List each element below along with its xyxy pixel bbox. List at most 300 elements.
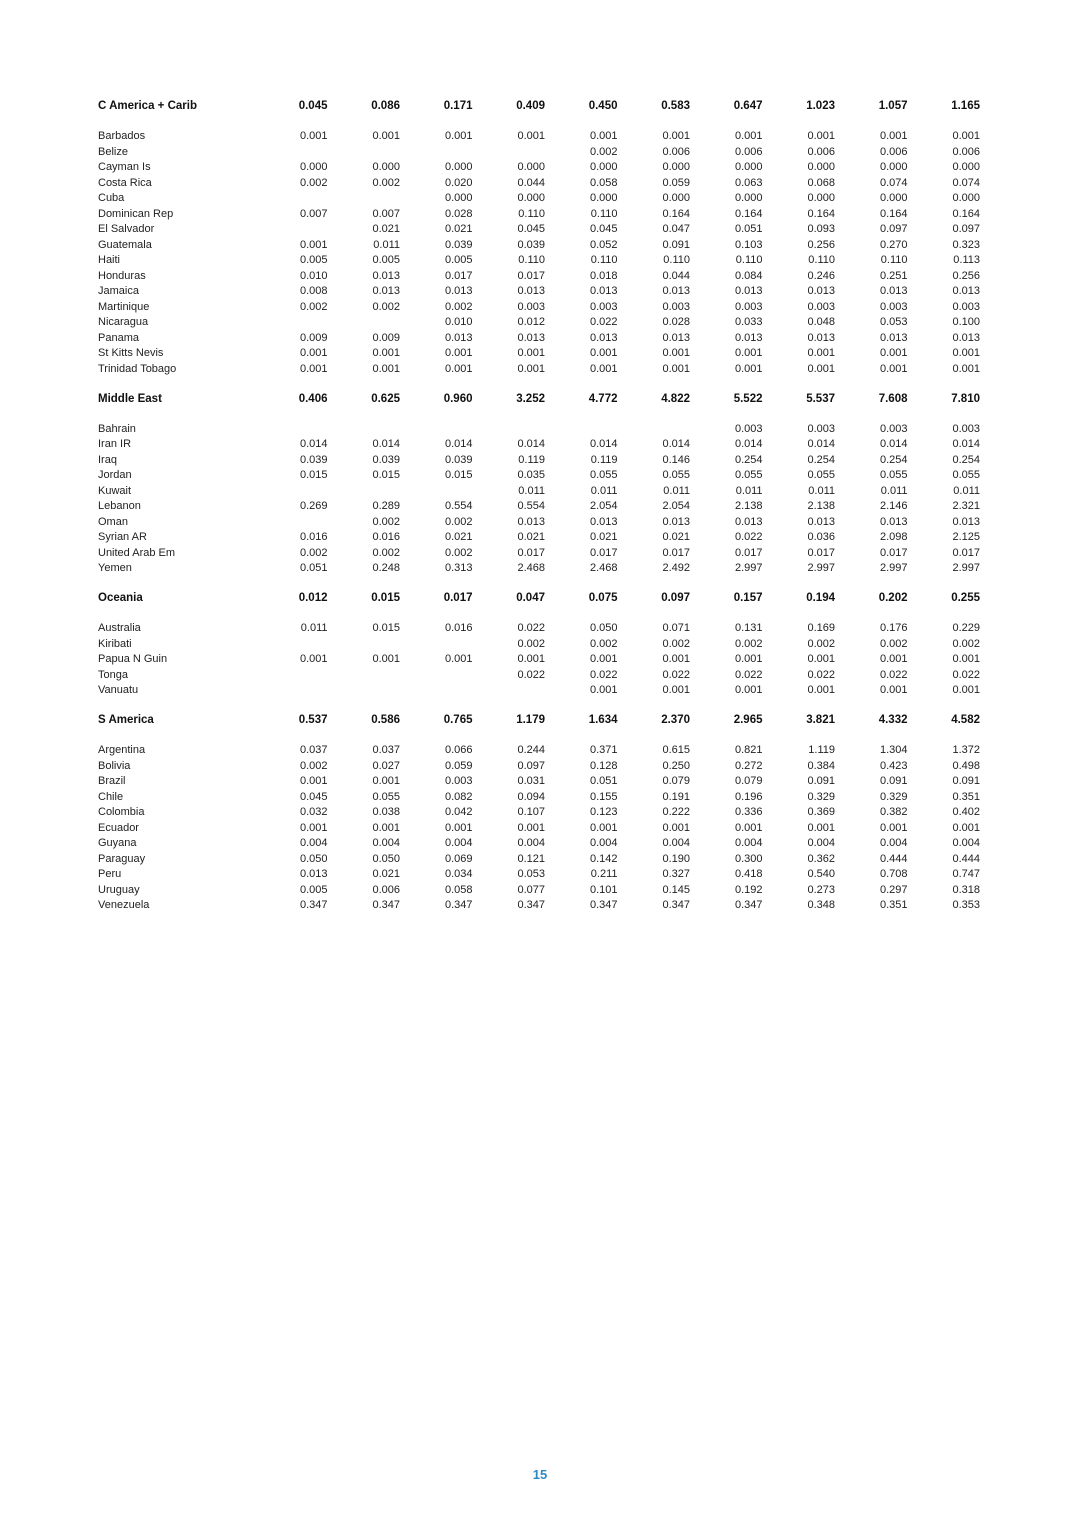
cell-value: 0.347 xyxy=(444,899,473,911)
cell-value: 0.051 xyxy=(734,223,763,235)
region-total-value: 0.960 xyxy=(443,392,473,405)
cell-value: 0.005 xyxy=(372,254,400,266)
cell-value: 0.017 xyxy=(952,546,980,559)
region-total-value: 7.608 xyxy=(878,392,908,405)
cell-value: 0.055 xyxy=(372,790,400,803)
cell-value: 0.001 xyxy=(372,821,400,834)
cell-value: 0.001 xyxy=(807,653,835,665)
country-name: Kuwait xyxy=(98,484,132,497)
table-row xyxy=(98,852,980,868)
cell-value: 0.000 xyxy=(734,161,763,173)
cell-value xyxy=(255,515,328,531)
cell-value: 0.176 xyxy=(879,622,908,634)
cell-value: 0.050 xyxy=(299,852,328,865)
cell-value: 0.084 xyxy=(734,269,763,282)
cell-value: 0.272 xyxy=(734,759,763,772)
cell-value: 0.001 xyxy=(299,347,328,359)
region-total-value: 0.583 xyxy=(661,100,690,112)
cell-value xyxy=(328,683,401,699)
cell-value: 0.091 xyxy=(879,775,908,787)
cell-value: 0.353 xyxy=(952,899,980,911)
region-total-row xyxy=(98,391,980,408)
table-row xyxy=(98,129,980,145)
cell-value: 0.110 xyxy=(518,207,545,220)
header-spacer xyxy=(98,729,980,743)
cell-value: 0.003 xyxy=(952,422,980,435)
table-row xyxy=(98,160,980,176)
table-row xyxy=(98,484,980,500)
cell-value: 0.001 xyxy=(372,130,400,142)
cell-value xyxy=(255,422,328,438)
country-name: Iran IR xyxy=(98,438,132,450)
table-row xyxy=(98,515,980,531)
cell-value xyxy=(255,484,328,500)
cell-value: 0.006 xyxy=(952,145,980,158)
country-name: Dominican Rep xyxy=(98,207,174,220)
cell-value: 0.052 xyxy=(589,238,618,251)
table-row xyxy=(98,759,980,775)
cell-value: 0.001 xyxy=(734,821,763,834)
cell-value: 0.013 xyxy=(589,515,618,528)
cell-value: 0.273 xyxy=(807,883,835,896)
cell-value xyxy=(400,683,473,699)
cell-value: 0.003 xyxy=(807,422,835,435)
cell-value: 0.418 xyxy=(734,868,763,880)
cell-value xyxy=(328,668,401,684)
cell-value: 0.131 xyxy=(734,622,763,634)
country-name: Bahrain xyxy=(98,422,136,435)
cell-value: 0.014 xyxy=(952,438,980,450)
country-name: Costa Rica xyxy=(98,176,152,189)
table-row xyxy=(98,668,980,684)
table-row xyxy=(98,238,980,254)
cell-value: 0.066 xyxy=(444,744,473,756)
cell-value: 0.051 xyxy=(299,562,328,574)
cell-value: 0.254 xyxy=(952,453,980,466)
country-name: Belize xyxy=(98,145,128,158)
cell-value: 0.094 xyxy=(517,790,545,803)
cell-value: 0.615 xyxy=(662,744,690,756)
cell-value: 0.329 xyxy=(807,790,835,803)
cell-value: 0.021 xyxy=(517,531,545,543)
country-name: Guyana xyxy=(98,837,137,849)
cell-value xyxy=(255,683,328,699)
region-total-value: 7.810 xyxy=(951,392,980,405)
cell-value: 0.003 xyxy=(734,422,763,435)
cell-value: 0.001 xyxy=(517,821,545,834)
cell-value: 0.001 xyxy=(444,362,473,375)
data-table xyxy=(98,98,980,914)
cell-value: 2.492 xyxy=(662,562,690,574)
cell-value: 0.007 xyxy=(299,207,328,220)
country-name: Papua N Guin xyxy=(98,653,168,665)
cell-value: 0.169 xyxy=(807,622,835,634)
region-total-value: 4.822 xyxy=(661,392,690,405)
cell-value: 0.013 xyxy=(807,285,835,297)
cell-value: 0.001 xyxy=(517,653,545,665)
cell-value: 0.554 xyxy=(517,500,545,512)
cell-value: 0.022 xyxy=(589,668,618,681)
cell-value: 0.037 xyxy=(299,744,328,756)
cell-value: 0.001 xyxy=(517,130,545,142)
cell-value: 0.013 xyxy=(517,515,545,528)
region-total-value: 5.537 xyxy=(806,392,835,405)
cell-value: 2.468 xyxy=(589,562,618,574)
cell-value: 0.011 xyxy=(735,484,763,497)
cell-value: 0.351 xyxy=(952,790,980,803)
cell-value: 0.017 xyxy=(879,546,908,559)
cell-value: 0.002 xyxy=(444,300,473,313)
region-total-value: 0.406 xyxy=(298,392,328,405)
cell-value: 0.004 xyxy=(517,837,545,849)
country-name: Honduras xyxy=(98,269,146,282)
cell-value: 0.013 xyxy=(662,515,690,528)
cell-value: 0.384 xyxy=(807,759,835,772)
cell-value: 0.013 xyxy=(952,285,980,297)
cell-value: 0.039 xyxy=(372,453,400,466)
cell-value: 0.022 xyxy=(662,668,690,681)
cell-value: 0.015 xyxy=(372,469,400,481)
cell-value: 0.044 xyxy=(662,269,690,282)
cell-value: 0.000 xyxy=(879,192,908,204)
cell-value: 0.006 xyxy=(372,883,400,896)
cell-value: 0.001 xyxy=(299,130,328,142)
country-name: Tonga xyxy=(98,668,128,681)
cell-value: 0.017 xyxy=(589,546,618,559)
cell-value: 0.004 xyxy=(299,837,328,849)
cell-value: 0.001 xyxy=(952,684,980,696)
table-row xyxy=(98,222,980,238)
table-row xyxy=(98,790,980,806)
region-total-value: 2.965 xyxy=(733,714,763,726)
cell-value xyxy=(328,145,401,161)
cell-value: 0.079 xyxy=(734,775,763,787)
country-name: Iraq xyxy=(98,453,117,466)
cell-value: 0.011 xyxy=(663,484,690,497)
cell-value: 0.004 xyxy=(952,837,980,849)
cell-value: 0.000 xyxy=(444,161,473,173)
cell-value: 0.254 xyxy=(879,453,908,466)
cell-value: 0.001 xyxy=(807,130,835,142)
cell-value: 0.110 xyxy=(880,254,908,266)
country-name: Oman xyxy=(98,515,128,528)
cell-value: 0.000 xyxy=(372,161,400,173)
cell-value: 0.039 xyxy=(299,453,328,466)
cell-value: 0.015 xyxy=(372,622,400,634)
section-spacer xyxy=(98,377,980,391)
cell-value: 0.001 xyxy=(589,821,618,834)
cell-value: 2.054 xyxy=(662,500,690,512)
cell-value: 0.022 xyxy=(879,668,908,681)
cell-value: 0.021 xyxy=(372,868,400,880)
region-total-value: 0.171 xyxy=(443,100,473,112)
cell-value: 0.021 xyxy=(589,531,618,543)
table-row xyxy=(98,499,980,515)
cell-value: 0.002 xyxy=(372,176,400,189)
cell-value xyxy=(328,315,401,331)
cell-value: 0.011 xyxy=(880,484,908,497)
cell-value: 0.082 xyxy=(444,790,473,803)
country-name: Uruguay xyxy=(98,883,140,896)
cell-value: 0.001 xyxy=(444,653,473,665)
cell-value: 0.014 xyxy=(372,438,400,450)
country-name: Vanuatu xyxy=(98,684,139,696)
cell-value: 0.001 xyxy=(444,821,473,834)
cell-value: 0.042 xyxy=(444,806,473,818)
cell-value: 0.013 xyxy=(662,285,690,297)
region-total-value: 0.017 xyxy=(443,592,473,604)
cell-value: 0.017 xyxy=(662,546,690,559)
cell-value: 2.997 xyxy=(734,562,763,574)
cell-value: 0.362 xyxy=(807,852,835,865)
cell-value: 0.022 xyxy=(734,531,763,543)
cell-value: 0.097 xyxy=(952,223,980,235)
table-row xyxy=(98,207,980,223)
region-total-value: 0.012 xyxy=(298,592,328,604)
cell-value: 0.035 xyxy=(517,469,545,481)
cell-value: 0.004 xyxy=(807,837,835,849)
cell-value: 0.256 xyxy=(807,238,835,251)
cell-value: 0.347 xyxy=(734,899,763,911)
cell-value: 0.001 xyxy=(807,684,835,696)
cell-value: 0.058 xyxy=(444,883,473,896)
cell-value: 0.254 xyxy=(807,453,835,466)
cell-value: 0.045 xyxy=(517,223,545,235)
cell-value: 0.006 xyxy=(734,145,763,158)
cell-value: 0.001 xyxy=(879,684,908,696)
cell-value: 0.012 xyxy=(517,316,545,328)
cell-value: 0.000 xyxy=(879,161,908,173)
cell-value: 0.001 xyxy=(299,362,328,375)
cell-value: 0.004 xyxy=(734,837,763,849)
cell-value: 0.003 xyxy=(662,300,690,313)
region-total-value: 1.057 xyxy=(878,100,908,112)
cell-value: 0.155 xyxy=(589,790,618,803)
cell-value: 0.371 xyxy=(589,744,618,756)
cell-value: 0.001 xyxy=(952,653,980,665)
cell-value: 0.055 xyxy=(879,469,908,481)
cell-value: 0.001 xyxy=(952,821,980,834)
cell-value: 1.372 xyxy=(952,744,980,756)
country-name: Cuba xyxy=(98,192,125,204)
country-name: Haiti xyxy=(98,254,121,266)
cell-value: 0.013 xyxy=(879,331,908,344)
table-row xyxy=(98,176,980,192)
cell-value xyxy=(400,422,473,438)
country-name: Lebanon xyxy=(98,500,141,512)
cell-value: 0.001 xyxy=(952,130,980,142)
table-row xyxy=(98,346,980,362)
table-row xyxy=(98,652,980,668)
cell-value: 0.001 xyxy=(299,821,328,834)
cell-value: 0.005 xyxy=(444,254,473,266)
cell-value: 0.001 xyxy=(662,347,690,359)
region-total-value: 1.634 xyxy=(588,714,618,726)
cell-value: 0.000 xyxy=(444,192,473,204)
cell-value: 0.347 xyxy=(299,899,328,911)
cell-value: 0.011 xyxy=(373,238,400,251)
cell-value xyxy=(255,668,328,684)
region-total-value: 2.370 xyxy=(661,714,690,726)
country-name: Venezuela xyxy=(98,899,150,911)
cell-value xyxy=(255,191,328,207)
cell-value: 0.164 xyxy=(662,207,690,220)
cell-value: 0.300 xyxy=(734,852,763,865)
cell-value: 0.323 xyxy=(952,238,980,251)
cell-value: 0.000 xyxy=(517,192,545,204)
cell-value: 0.222 xyxy=(662,806,690,818)
cell-value: 0.093 xyxy=(807,223,835,235)
cell-value xyxy=(545,422,618,438)
country-name: Kiribati xyxy=(98,637,132,650)
region-total-row xyxy=(98,712,980,729)
cell-value: 0.091 xyxy=(662,238,690,251)
cell-value: 0.001 xyxy=(807,347,835,359)
country-name: United Arab Em xyxy=(98,546,176,559)
cell-value: 0.001 xyxy=(734,130,763,142)
cell-value: 0.248 xyxy=(372,562,400,574)
cell-value: 0.010 xyxy=(299,269,328,282)
cell-value: 0.020 xyxy=(444,176,473,189)
cell-value: 0.329 xyxy=(879,790,908,803)
cell-value: 0.036 xyxy=(807,531,835,543)
cell-value: 0.013 xyxy=(372,285,400,297)
cell-value: 0.002 xyxy=(372,546,400,559)
cell-value: 0.347 xyxy=(372,899,400,911)
country-name: Martinique xyxy=(98,300,150,313)
cell-value: 0.027 xyxy=(372,759,400,772)
region-total-value: 5.522 xyxy=(733,392,763,405)
cell-value: 0.001 xyxy=(662,130,690,142)
cell-value: 0.013 xyxy=(952,515,980,528)
cell-value: 0.119 xyxy=(518,453,545,466)
cell-value: 2.125 xyxy=(952,531,980,543)
cell-value: 0.001 xyxy=(662,362,690,375)
table-row xyxy=(98,637,980,653)
country-name: Colombia xyxy=(98,806,145,818)
country-name: El Salvador xyxy=(98,223,155,235)
cell-value xyxy=(473,683,546,699)
cell-value: 0.039 xyxy=(444,238,473,251)
cell-value: 0.347 xyxy=(589,899,618,911)
region-total-value: 0.625 xyxy=(371,392,400,405)
cell-value: 0.004 xyxy=(372,837,400,849)
cell-value: 0.071 xyxy=(662,622,690,634)
cell-value: 0.053 xyxy=(879,316,908,328)
cell-value: 0.000 xyxy=(952,161,980,173)
cell-value: 0.107 xyxy=(517,806,545,818)
cell-value: 2.321 xyxy=(952,500,980,512)
cell-value: 0.336 xyxy=(734,806,763,818)
cell-value: 0.008 xyxy=(299,285,328,297)
cell-value: 0.313 xyxy=(444,562,473,574)
table-row xyxy=(98,683,980,699)
table-row xyxy=(98,867,980,883)
cell-value: 0.013 xyxy=(444,285,473,297)
table-row xyxy=(98,468,980,484)
cell-value: 0.000 xyxy=(662,161,690,173)
cell-value xyxy=(255,145,328,161)
cell-value: 0.001 xyxy=(879,347,908,359)
cell-value: 0.001 xyxy=(299,653,328,665)
cell-value xyxy=(255,222,328,238)
cell-value: 0.498 xyxy=(952,759,980,772)
cell-value: 0.327 xyxy=(662,868,690,880)
cell-value: 0.348 xyxy=(807,899,835,911)
region-total-value: 0.194 xyxy=(806,592,835,604)
cell-value: 0.369 xyxy=(807,806,835,818)
cell-value: 0.014 xyxy=(807,438,835,450)
cell-value: 0.246 xyxy=(807,269,835,282)
region-total-row xyxy=(98,98,980,115)
region-name: S America xyxy=(98,714,154,726)
cell-value: 0.022 xyxy=(589,316,618,328)
cell-value xyxy=(255,315,328,331)
cell-value: 0.009 xyxy=(299,331,328,344)
region-total-value: 0.097 xyxy=(661,592,690,604)
table-row xyxy=(98,453,980,469)
cell-value: 2.138 xyxy=(807,500,835,512)
region-name: Oceania xyxy=(98,592,143,604)
cell-value: 0.015 xyxy=(444,469,473,481)
cell-value: 0.045 xyxy=(299,790,328,803)
cell-value: 0.014 xyxy=(299,438,328,450)
cell-value: 0.055 xyxy=(952,469,980,481)
country-name: Trinidad Tobago xyxy=(98,362,177,375)
cell-value: 2.997 xyxy=(879,562,908,574)
cell-value: 0.002 xyxy=(589,637,618,650)
cell-value xyxy=(473,422,546,438)
cell-value: 0.003 xyxy=(589,300,618,313)
table-row xyxy=(98,362,980,378)
cell-value: 0.001 xyxy=(662,684,690,696)
cell-value: 0.002 xyxy=(662,637,690,650)
cell-value: 0.022 xyxy=(807,668,835,681)
cell-value: 0.021 xyxy=(372,223,400,235)
country-name: Panama xyxy=(98,331,139,344)
cell-value xyxy=(473,145,546,161)
country-name: Peru xyxy=(98,868,122,880)
table-row xyxy=(98,883,980,899)
cell-value: 0.013 xyxy=(589,331,618,344)
cell-value: 0.013 xyxy=(879,515,908,528)
table-row xyxy=(98,743,980,759)
cell-value: 0.000 xyxy=(734,192,763,204)
cell-value: 0.003 xyxy=(444,775,473,787)
cell-value: 0.022 xyxy=(517,622,545,634)
cell-value: 2.997 xyxy=(807,562,835,574)
cell-value: 0.011 xyxy=(808,484,835,497)
cell-value: 0.028 xyxy=(662,316,690,328)
country-name: Ecuador xyxy=(98,821,139,834)
country-name: Guatemala xyxy=(98,238,152,251)
cell-value: 0.013 xyxy=(807,515,835,528)
cell-value: 0.123 xyxy=(589,806,618,818)
cell-value: 0.001 xyxy=(734,347,763,359)
cell-value: 0.091 xyxy=(807,775,835,787)
cell-value: 0.297 xyxy=(879,883,908,896)
cell-value: 0.006 xyxy=(807,145,835,158)
country-name: Jordan xyxy=(98,469,132,481)
cell-value: 0.017 xyxy=(517,546,545,559)
cell-value: 0.103 xyxy=(734,238,763,251)
cell-value: 0.001 xyxy=(444,130,473,142)
country-name: Cayman Is xyxy=(98,161,151,173)
cell-value: 0.000 xyxy=(807,192,835,204)
cell-value: 0.001 xyxy=(952,362,980,375)
cell-value xyxy=(328,637,401,653)
cell-value xyxy=(400,145,473,161)
